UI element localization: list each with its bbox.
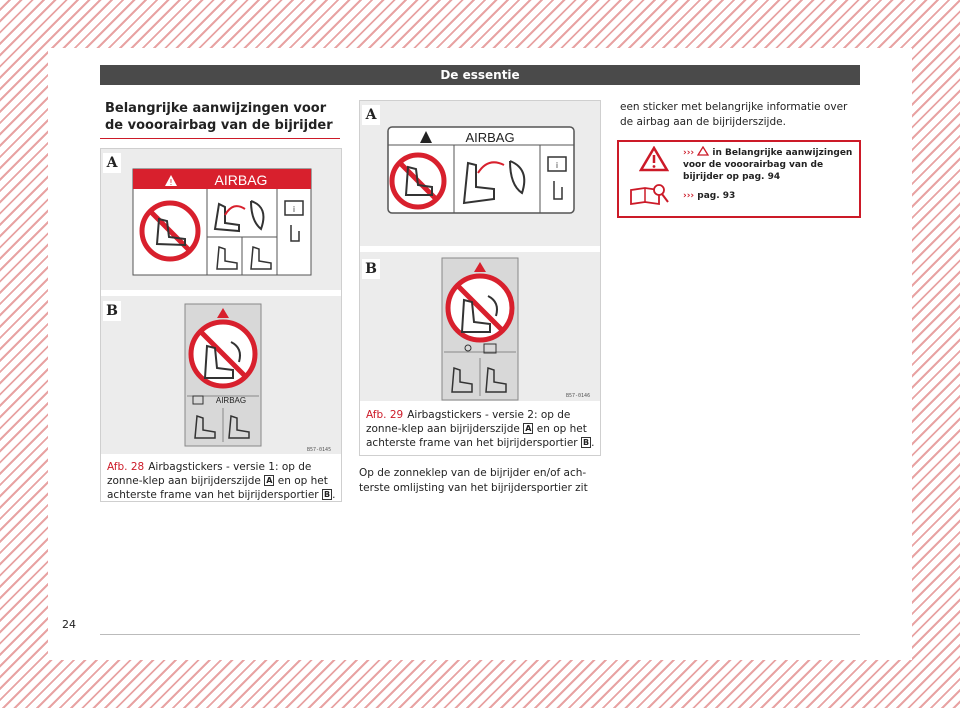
figure-29-caption: Afb. 29 Airbagstickers - versie 2: op de zonne-klep aan bijrijderszijde A en op het achterste frame van het bijrijdersportier B . [366,409,595,449]
svg-text:i: i [292,205,296,214]
ref-box-a: A [525,424,532,433]
title-rule [100,138,340,139]
figure-28-letter-a: A [103,153,121,173]
figure-29-label: Afb. 29 [366,409,404,421]
warning-triangle-icon [639,146,669,172]
figure-29 [359,100,601,456]
figure-29-code: B57-0146 [566,393,591,399]
warning-reference-box [617,140,861,218]
airbag-sticker-version2-b [360,252,600,402]
figure-29-letter-a: A [362,105,380,125]
book-magnifier-icon [627,182,671,208]
bottom-rule [100,634,860,635]
warning-reference-line[interactable]: ››› in Belangrijke aanwijzingen voor de vooorairbag van de bijrijder op pag. 94 [683,148,853,182]
sticker-a2-airbag-label: AIRBAG [465,130,515,145]
airbag-sticker-version1-b [101,296,341,456]
ref-box-a: A [266,476,273,485]
figure-28-letter-b: B [103,301,121,321]
figure-28-label: Afb. 28 [107,461,145,473]
small-warning-icon [697,146,709,156]
svg-text:i: i [555,161,559,170]
sticker-b-airbag-label: AIRBAG [215,396,247,405]
svg-text:!: ! [169,178,173,187]
chapter-header: De essentie [100,65,860,85]
section-title: Belangrijke aanwijzingen voor de vooorairbag van de bijrijder [105,101,333,133]
airbag-sticker-version1-a [101,149,341,299]
right-paragraph: een sticker met belangrijke informatie over de airbag aan de bijrijderszijde. [620,101,848,128]
page-number: 24 [62,618,76,631]
page-reference-line[interactable]: ››› pag. 93 [683,191,736,201]
figure-29-letter-b: B [362,259,380,279]
ref-box-b: B [582,438,590,447]
ref-box-b: B [323,490,331,499]
figure-28-code: B57-0145 [307,447,332,453]
figure-28 [100,148,342,502]
middle-paragraph: Op de zonneklep van de bijrijder en/of ach-terste omlijsting van het bijrijdersportier zit [359,467,588,494]
figure-28-caption: Afb. 28 Airbagstickers - versie 1: op de zonne-klep aan bijrijderszijde A en op het achterste frame van het bijrijdersportier B . [107,461,336,501]
airbag-sticker-version2-a [360,101,600,241]
sticker-a-airbag-label: AIRBAG [214,172,268,188]
manual-page [48,48,912,660]
